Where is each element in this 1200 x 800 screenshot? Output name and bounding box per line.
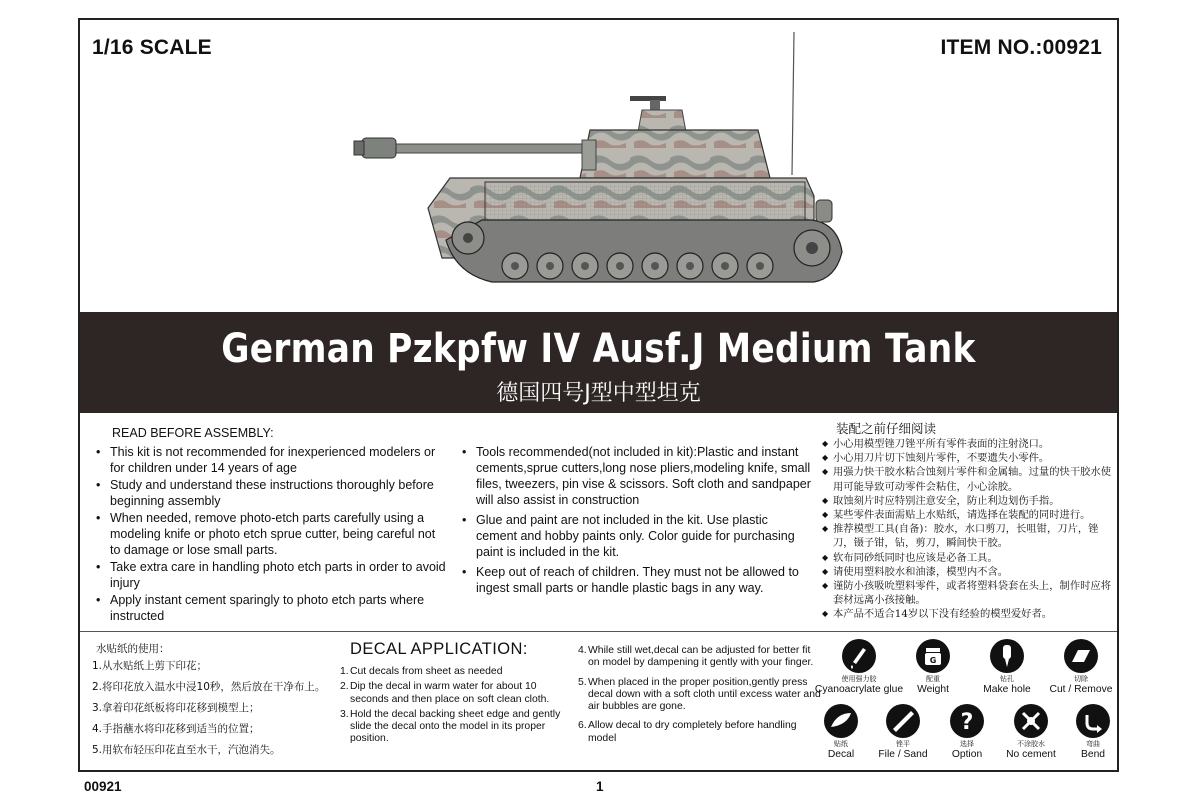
legend-item: G 配重 Weight bbox=[898, 638, 968, 696]
legend-item: 切除 Cut / Remove bbox=[1046, 638, 1116, 696]
decal-steps-left bbox=[340, 666, 578, 749]
option-icon bbox=[949, 703, 985, 739]
cut-remove-icon bbox=[1063, 638, 1099, 674]
legend-item: ? 选择 Option bbox=[932, 703, 1002, 761]
paint-jar-icon bbox=[915, 638, 951, 674]
list-item: • Study and understand these instructions thoroughly before beginning assembly bbox=[96, 477, 448, 509]
tank-illustration bbox=[350, 30, 850, 292]
water-decal-title: 水贴纸的使用： bbox=[96, 643, 170, 655]
decal-step: 1. Cut decals from sheet as needed bbox=[340, 666, 503, 677]
list-item: ◆ 请使用塑料胶水和油漆，模型内不含。 bbox=[822, 565, 1114, 579]
legend-item: 钻孔 Make hole bbox=[972, 638, 1042, 696]
read-before-list bbox=[96, 444, 448, 625]
decal-application-title: DECAL APPLICATION: bbox=[350, 640, 528, 658]
glue-drop-icon bbox=[841, 638, 877, 674]
decal-icon bbox=[823, 703, 859, 739]
decal-step: 4. While still wet,decal can be adjusted for better fit on model by dampening it gently with your finger. bbox=[578, 645, 814, 669]
title-banner bbox=[80, 312, 1117, 413]
svg-text:G: G bbox=[929, 656, 937, 665]
list-item: • Apply instant cement sparingly to photo etch parts where instructed bbox=[96, 592, 448, 624]
page-number: 1 bbox=[596, 779, 604, 794]
list-item: • Tools recommended(not included in kit):Plastic and instant cements,sprue cutters,long nose pliers,modeling knife, small files, tweezers, pin vise & scissors. Soft cloth and sandpaper will also assist in construction bbox=[462, 444, 812, 508]
file-sand-icon bbox=[885, 703, 921, 739]
decal-steps-right bbox=[578, 645, 822, 752]
list-item: ◆ 小心用模型锉刀锉平所有零件表面的注射浇口。 bbox=[822, 437, 1114, 451]
decal-step: 3. Hold the decal backing sheet edge and gently slide the decal onto the model in its proper position. bbox=[340, 708, 561, 745]
list-item: ◆ 小心用刀片切下蚀刻片零件，不要遗失小零件。 bbox=[822, 451, 1114, 465]
list-item: ◆ 软布同砂纸同时也应该是必备工具。 bbox=[822, 551, 1114, 565]
water-decal-steps bbox=[92, 656, 325, 761]
svg-text:?: ? bbox=[960, 710, 974, 735]
footer-item-number: 00921 bbox=[84, 779, 122, 794]
chinese-notes-heading: 装配之前仔细阅读 bbox=[836, 421, 937, 436]
decal-step: 5. When placed in the proper position,gently press decal down with a soft cloth until excess water and air bubbles are gone. bbox=[578, 676, 821, 713]
icon-legend bbox=[814, 638, 1118, 766]
legend-item: 贴纸 Decal bbox=[806, 703, 876, 761]
list-item: 5.用软布轻压印花直至水干，汽泡消失。 bbox=[92, 744, 281, 756]
list-item: ◆ 用强力快干胶水粘合蚀刻片零件和金属轴。过量的快干胶水使用可能导致可动零件会粘住，小心涂胶。 bbox=[822, 465, 1114, 493]
list-item: 3.拿着印花纸板将印花移到模型上； bbox=[92, 702, 260, 714]
scale-label: 1/16 SCALE bbox=[92, 36, 212, 59]
item-number: ITEM NO.:00921 bbox=[940, 36, 1102, 59]
list-item: ◆ 本产品不适合14岁以下没有经验的模型爱好者。 bbox=[822, 607, 1114, 621]
bend-icon bbox=[1075, 703, 1111, 739]
chinese-notes-list bbox=[822, 437, 1114, 622]
legend-item: 弯曲 Bend bbox=[1058, 703, 1128, 761]
section-divider bbox=[80, 631, 1117, 632]
list-item: • Glue and paint are not included in the kit. Use plastic cement and hobby paints only. Color guide for purchasing paint is included in the kit. bbox=[462, 512, 812, 560]
product-title-english: German Pzkpfw IV Ausf.J Medium Tank bbox=[221, 326, 976, 372]
list-item: • Take extra care in handling photo etch parts in order to avoid injury bbox=[96, 559, 448, 591]
drill-hole-icon bbox=[989, 638, 1025, 674]
list-item: 2.将印花放入温水中浸10秒，然后放在干净布上。 bbox=[92, 681, 326, 693]
legend-item: 锉平 File / Sand bbox=[868, 703, 938, 761]
list-item: ◆ 谨防小孩吸吮塑料零件，或者将塑料袋套在头上，制作时应将套材远离小孩接触。 bbox=[822, 579, 1114, 607]
decal-step: 6. Allow decal to dry completely before handling model bbox=[578, 720, 797, 744]
list-item: ◆ 某些零件表面需贴上水贴纸，请选择在装配的同时进行。 bbox=[822, 508, 1114, 522]
tools-list bbox=[462, 444, 812, 600]
list-item: • This kit is not recommended for inexperienced modelers or for children under 14 years of age bbox=[96, 444, 448, 476]
no-cement-icon bbox=[1013, 703, 1049, 739]
read-before-heading: READ BEFORE ASSEMBLY: bbox=[112, 426, 274, 440]
list-item: • When needed, remove photo-etch parts carefully using a modeling knife or photo etch sprue cutter, being careful not to damage or lose small parts. bbox=[96, 510, 448, 558]
list-item: • Keep out of reach of children. They must not be allowed to ingest small parts or handle plastic bags in any way. bbox=[462, 564, 812, 596]
list-item: ◆ 取蚀刻片时应特别注意安全，防止利边划伤手指。 bbox=[822, 494, 1114, 508]
list-item: ◆ 推荐模型工具(自备)：胶水，水口剪刀，长咀钳，刀片，锉刀，镊子钳，钻，剪刀，瞬间快干胶。 bbox=[822, 522, 1114, 550]
list-item: 4.手指蘸水将印花移到适当的位置； bbox=[92, 723, 260, 735]
legend-item: 使用强力胶 Cyanoacrylate glue bbox=[824, 638, 894, 696]
legend-item: 不涂胶水 No cement bbox=[996, 703, 1066, 761]
product-title-chinese: 德国四号J型中型坦克 bbox=[496, 381, 701, 406]
decal-step: 2. Dip the decal in warm water for about 10 seconds and then place on soft clean cloth. bbox=[340, 681, 550, 705]
list-item: 1.从水贴纸上剪下印花； bbox=[92, 660, 208, 672]
